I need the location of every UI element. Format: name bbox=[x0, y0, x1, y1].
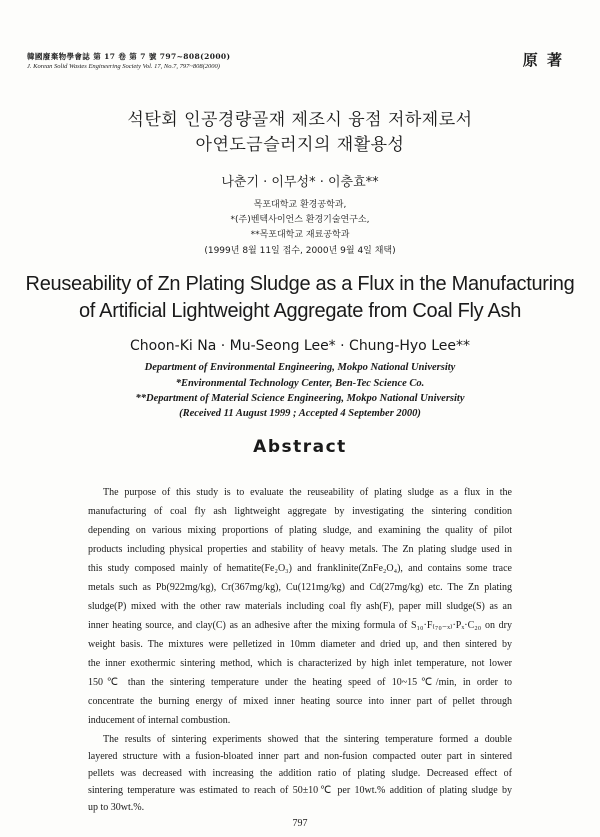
abstract-line: layered structure with a fusion-bloated inner part and non-fusion compacted outer part in sintered bbox=[88, 751, 512, 762]
abstract-line: sintering temperature was estimated to reach of 50±10℃ per 10wt.% addition of plating sludge by bbox=[88, 785, 512, 796]
english-title-line1: Reuseability of Zn Plating Sludge as a Flux in the Manufacturing bbox=[25, 273, 575, 295]
english-affiliation1: Department of Environmental Engineering, Mokpo National University bbox=[144, 362, 456, 373]
english-affiliation2: *Environmental Technology Center, Ben-Tec Science Co. bbox=[175, 378, 425, 389]
korean-received-date: (1999년 8월 11일 접수, 2000년 9월 4일 채택) bbox=[204, 246, 396, 256]
abstract-line: inner heating source, and clay(C) as an adhesive after the mixing formula of S₁₀·F₍₇₀₋ₓ₎·Pₓ·C₂₀ on dry bbox=[88, 620, 512, 631]
abstract-line: the inner exothermic sintering method, which is characterized by high inlet temperature, not lower bbox=[88, 658, 512, 669]
abstract-line: up to 30wt.%. bbox=[88, 802, 145, 813]
abstract-line: The purpose of this study is to evaluate the reuseability of plating sludge as a flux in the bbox=[103, 487, 512, 498]
abstract-line: pellets was decreased with increasing the addition ratio of plating sludge. Decreased effect of bbox=[88, 768, 512, 779]
journal-citation-korean: 韓國廢棄物學會誌 第 17 卷 第 7 號 797~808(2000) bbox=[27, 52, 231, 61]
abstract-line: 150℃ than the sintering temperature under the heating speed of 10~15℃/min, in order to bbox=[88, 677, 512, 688]
abstract-line: this study composed mainly of hematite(Fe₂O₃) and franklinite(ZnFe₂O₄), and contains some trace bbox=[88, 563, 512, 574]
english-received-date: (Received 11 August 1999 ; Accepted 4 September 2000) bbox=[179, 408, 421, 419]
abstract-line: sludge(P) mixed with the other raw materials including coal fly ash(F), paper mill sludge(S) as an bbox=[88, 601, 512, 612]
abstract-line: concentrate the burning energy of mixed inner heating source into inner part of pellet through bbox=[88, 696, 512, 707]
journal-citation-english: J. Korean Solid Wastes Engineering Society Vol. 17, No.7, 797~808(2000) bbox=[27, 63, 220, 70]
korean-affiliation2: *(주)벤텍사이언스 환경기술연구소, bbox=[230, 215, 370, 225]
english-title-line2: of Artificial Lightweight Aggregate from Coal Fly Ash bbox=[78, 300, 522, 322]
abstract-line: weight basis. The mixtures were pelletized in 10mm diameter and dried up, and then sintered by bbox=[88, 639, 512, 650]
korean-title-line2: 아연도금슬러지의 재활용성 bbox=[195, 135, 405, 155]
abstract-line: manufacturing of coal fly ash lightweight aggregate by investigating the sintering condition bbox=[88, 506, 512, 517]
page-number: 797 bbox=[292, 818, 308, 829]
abstract-line: depending on various mixing proportions of plating sludge, and examining the quality of pilot bbox=[88, 525, 512, 536]
abstract-line: The results of sintering experiments showed that the sintering temperature formed a double bbox=[103, 734, 512, 745]
korean-title-line1: 석탄회 인공경량골재 제조시 융점 저하제로서 bbox=[127, 110, 473, 130]
korean-affiliation3: **목포대학교 재료공학과 bbox=[250, 230, 350, 240]
abstract-line: metals such as Pb(922mg/kg), Cr(367mg/kg), Cu(121mg/kg) and Cd(27mg/kg) etc. The Zn plating bbox=[88, 582, 512, 593]
english-affiliation3: **Department of Material Science Engineering, Mokpo National University bbox=[135, 393, 465, 404]
article-type-badge: 原 著 bbox=[522, 51, 564, 69]
korean-affiliation1: 목포대학교 환경공학과, bbox=[253, 200, 347, 210]
abstract-line: inducement of internal combustion. bbox=[88, 715, 231, 726]
abstract-heading: Abstract bbox=[253, 437, 347, 457]
abstract-line: products including physical properties and stability of heavy metals. The Zn plating sludge used in bbox=[88, 544, 512, 555]
korean-authors: 나춘기 · 이무성* · 이충효** bbox=[221, 175, 379, 190]
english-authors: Choon-Ki Na · Mu-Seong Lee* · Chung-Hyo Lee** bbox=[130, 338, 470, 354]
